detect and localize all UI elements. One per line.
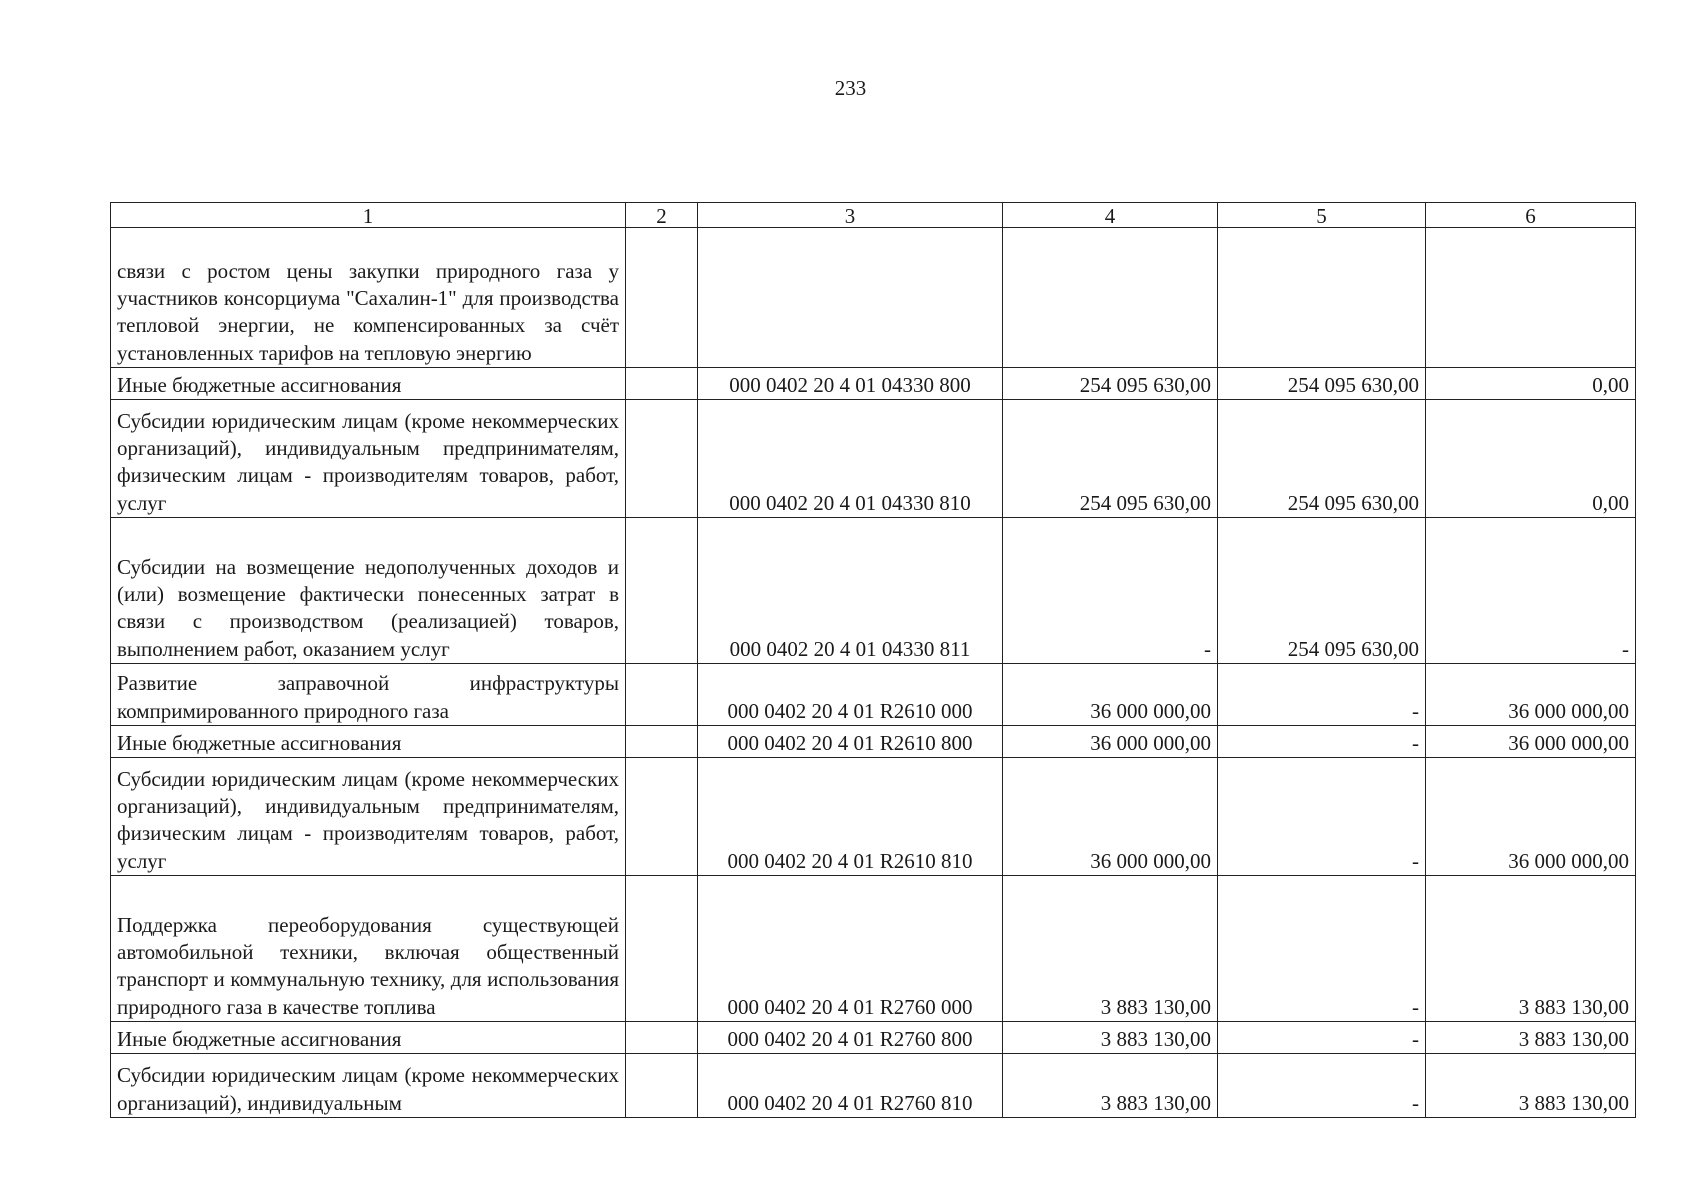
row-value-6: 3 883 130,00 [1426,1022,1636,1054]
column-header: 2 [626,203,698,228]
column-header: 6 [1426,203,1636,228]
column-header: 5 [1218,203,1426,228]
row-code: 000 0402 20 4 01 R2610 000 [698,664,1003,726]
row-name: Субсидии юридическим лицам (кроме некоммерческих организаций), индивидуальным предпринимателям, физическим лицам - производителям товаров, работ, услуг [111,758,626,876]
row-code: 000 0402 20 4 01 04330 810 [698,400,1003,518]
row-value-4: 3 883 130,00 [1003,1022,1218,1054]
table-row [111,1054,1636,1118]
table-row [111,368,1636,400]
row-value-4: 36 000 000,00 [1003,664,1218,726]
row-value-5: - [1218,758,1426,876]
row-value-5: - [1218,1054,1426,1118]
row-name: связи с ростом цены закупки природного газа у участников консорциума "Сахалин-1" для производства тепловой энергии, не компенсированных за счёт установленных тарифов на тепловую энергию [111,228,626,368]
table-row [111,664,1636,726]
row-name: Субсидии юридическим лицам (кроме некоммерческих организаций), индивидуальным [111,1054,626,1118]
table-row [111,758,1636,876]
row-value-4: 3 883 130,00 [1003,1054,1218,1118]
row-value-4: 254 095 630,00 [1003,368,1218,400]
row-col2 [626,758,698,876]
row-code [698,228,1003,368]
row-col2 [626,876,698,1022]
table-row [111,1022,1636,1054]
row-col2 [626,1022,698,1054]
column-header: 4 [1003,203,1218,228]
row-col2 [626,368,698,400]
row-value-5: 254 095 630,00 [1218,518,1426,664]
row-name: Развитие заправочной инфраструктуры компримированного природного газа [111,664,626,726]
row-name: Субсидии на возмещение недополученных доходов и (или) возмещение фактически понесенных затрат в связи с производством (реализацией) товаров, выполнением работ, оказанием услуг [111,518,626,664]
row-value-5 [1218,228,1426,368]
row-value-4: 254 095 630,00 [1003,400,1218,518]
row-name: Иные бюджетные ассигнования [111,726,626,758]
row-value-4: 3 883 130,00 [1003,876,1218,1022]
row-value-4: 36 000 000,00 [1003,758,1218,876]
row-value-4: 36 000 000,00 [1003,726,1218,758]
row-value-6: 0,00 [1426,400,1636,518]
row-name: Иные бюджетные ассигнования [111,368,626,400]
row-code: 000 0402 20 4 01 R2610 800 [698,726,1003,758]
row-col2 [626,518,698,664]
row-code: 000 0402 20 4 01 R2760 810 [698,1054,1003,1118]
column-header: 1 [111,203,626,228]
table-row [111,228,1636,368]
row-col2 [626,726,698,758]
row-value-5: - [1218,664,1426,726]
row-value-5: 254 095 630,00 [1218,400,1426,518]
row-col2 [626,664,698,726]
row-value-6: 0,00 [1426,368,1636,400]
row-code: 000 0402 20 4 01 R2760 800 [698,1022,1003,1054]
table-row [111,876,1636,1022]
row-value-5: 254 095 630,00 [1218,368,1426,400]
row-name: Поддержка переоборудования существующей автомобильной техники, включая общественный транспорт и коммунальную технику, для использования природного газа в качестве топлива [111,876,626,1022]
row-name: Субсидии юридическим лицам (кроме некоммерческих организаций), индивидуальным предпринимателям, физическим лицам - производителям товаров, работ, услуг [111,400,626,518]
column-header-row [111,203,1636,228]
table-row [111,518,1636,664]
row-code: 000 0402 20 4 01 04330 811 [698,518,1003,664]
row-value-6: 3 883 130,00 [1426,1054,1636,1118]
row-code: 000 0402 20 4 01 04330 800 [698,368,1003,400]
page-number: 233 [834,76,867,100]
column-header: 3 [698,203,1003,228]
table-row [111,726,1636,758]
row-col2 [626,1054,698,1118]
row-col2 [626,228,698,368]
row-value-6: - [1426,518,1636,664]
row-name: Иные бюджетные ассигнования [111,1022,626,1054]
row-value-6: 3 883 130,00 [1426,876,1636,1022]
table-row [111,400,1636,518]
row-value-6 [1426,228,1636,368]
row-code: 000 0402 20 4 01 R2610 810 [698,758,1003,876]
row-code: 000 0402 20 4 01 R2760 000 [698,876,1003,1022]
row-value-5: - [1218,1022,1426,1054]
row-value-6: 36 000 000,00 [1426,758,1636,876]
row-value-5: - [1218,876,1426,1022]
row-value-4 [1003,228,1218,368]
row-value-6: 36 000 000,00 [1426,726,1636,758]
budget-table [110,202,1636,1118]
row-value-6: 36 000 000,00 [1426,664,1636,726]
row-col2 [626,400,698,518]
row-value-5: - [1218,726,1426,758]
row-value-4: - [1003,518,1218,664]
